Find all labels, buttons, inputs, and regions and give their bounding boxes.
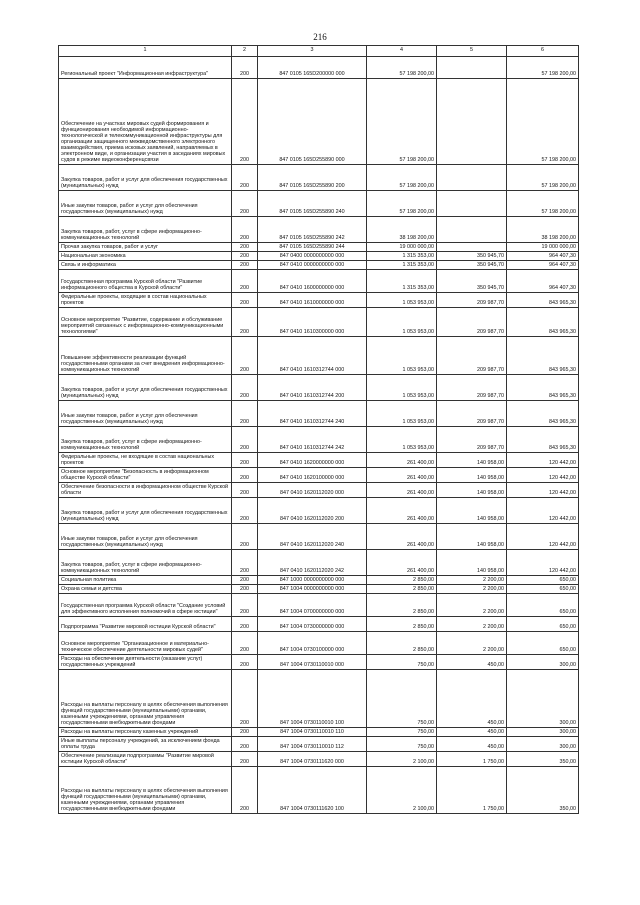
row-name: Обеспечение безопасности в информационном обществе Курской области: [59, 483, 232, 498]
budget-table: [58, 45, 579, 814]
row-name: Связь и информатика: [59, 261, 232, 270]
row-col4: 261 400,00: [367, 468, 437, 483]
row-col6: 57 198 200,00: [507, 165, 579, 191]
row-col5: 2 200,00: [437, 617, 507, 632]
column-header: 5: [437, 46, 507, 57]
row-col6: 57 198 200,00: [507, 191, 579, 217]
row-col5: 209 987,70: [437, 375, 507, 401]
row-col4: 2 100,00: [367, 752, 437, 767]
table-row: [59, 79, 579, 165]
row-code: 200: [232, 594, 258, 617]
row-col5: 1 750,00: [437, 767, 507, 814]
row-kbk: 847 0410 1610312744 242: [258, 427, 367, 453]
row-kbk: 847 0410 1610312744 000: [258, 337, 367, 375]
row-col6: 350,00: [507, 752, 579, 767]
row-code: 200: [232, 427, 258, 453]
row-name: Государственная программа Курской области "Создание условий для эффективного исполнения полномочий в сфере юстиции": [59, 594, 232, 617]
row-code: 200: [232, 252, 258, 261]
row-col4: 1 053 953,00: [367, 308, 437, 337]
row-kbk: 847 1004 0730111620 100: [258, 767, 367, 814]
row-col4: 1 315 353,00: [367, 261, 437, 270]
row-col5: 350 945,70: [437, 270, 507, 293]
row-code: 200: [232, 550, 258, 576]
row-col4: 1 315 353,00: [367, 252, 437, 261]
row-col5: 2 200,00: [437, 585, 507, 594]
row-col5: 140 958,00: [437, 550, 507, 576]
row-col4: 57 198 200,00: [367, 191, 437, 217]
row-col4: 261 400,00: [367, 483, 437, 498]
row-col4: 57 198 200,00: [367, 57, 437, 79]
row-col6: 300,00: [507, 728, 579, 737]
row-name: Закупка товаров, работ и услуг для обеспечения государственных (муниципальных) нужд: [59, 498, 232, 524]
row-name: Прочая закупка товаров, работ и услуг: [59, 243, 232, 252]
row-col4: 1 053 953,00: [367, 375, 437, 401]
row-code: 200: [232, 79, 258, 165]
row-kbk: 847 1004 0730000000 000: [258, 617, 367, 632]
row-col6: 843 965,30: [507, 293, 579, 308]
row-col6: 300,00: [507, 737, 579, 752]
row-name: Расходы на выплаты персоналу в целях обеспечения выполнения функций государственными (муниципальными) органами, казенными учреждениями, органами управления государственными внебюджетными фондами: [59, 767, 232, 814]
row-col4: 261 400,00: [367, 453, 437, 468]
row-col5: 450,00: [437, 670, 507, 728]
row-col4: 2 850,00: [367, 632, 437, 655]
row-col5: 140 958,00: [437, 453, 507, 468]
row-col4: 1 053 953,00: [367, 293, 437, 308]
table-row: [59, 243, 579, 252]
table-row: [59, 617, 579, 632]
row-col4: 2 850,00: [367, 576, 437, 585]
row-kbk: 847 0410 1620112020 242: [258, 550, 367, 576]
row-code: 200: [232, 524, 258, 550]
row-name: Национальная экономика: [59, 252, 232, 261]
row-name: Основное мероприятие "Развитие, содержание и обслуживание мероприятий связанных с информационно-коммуникационными технологиями": [59, 308, 232, 337]
row-name: Иные закупки товаров, работ и услуг для обеспечения государственных (муниципальных) нужд: [59, 191, 232, 217]
row-name: Закупка товаров, работ, услуг в сфере информационно-коммуникационных технологий: [59, 427, 232, 453]
row-name: Основное мероприятие "Организационное и материально-техническое обеспечение деятельности мировых судей": [59, 632, 232, 655]
row-kbk: 847 0410 1620000000 000: [258, 453, 367, 468]
table-row: [59, 401, 579, 427]
row-col5: 140 958,00: [437, 468, 507, 483]
page-number: 216: [313, 32, 327, 42]
row-code: 200: [232, 401, 258, 427]
row-code: 200: [232, 243, 258, 252]
row-col5: 140 958,00: [437, 483, 507, 498]
row-kbk: 847 0410 1620112020 200: [258, 498, 367, 524]
row-name: Охрана семьи и детства: [59, 585, 232, 594]
column-header: 2: [232, 46, 258, 57]
row-name: Повышение эффективности реализации функций государственными органами за счет внедрения информационно-коммуникационных технологий: [59, 337, 232, 375]
row-kbk: 847 0105 165D255890 200: [258, 165, 367, 191]
row-kbk: 847 0410 1620112020 240: [258, 524, 367, 550]
row-col6: 57 198 200,00: [507, 79, 579, 165]
row-code: 200: [232, 728, 258, 737]
table-row: [59, 427, 579, 453]
row-col6: 650,00: [507, 585, 579, 594]
row-name: Расходы на обеспечение деятельности (оказание услуг) государственных учреждений: [59, 655, 232, 670]
row-col6: 843 965,30: [507, 308, 579, 337]
row-col6: 120 442,00: [507, 550, 579, 576]
row-name: Закупка товаров, работ, услуг в сфере информационно-коммуникационных технологий: [59, 550, 232, 576]
row-kbk: 847 1004 0730111620 000: [258, 752, 367, 767]
table-row: [59, 375, 579, 401]
table-row: [59, 453, 579, 468]
row-col5: 209 987,70: [437, 293, 507, 308]
row-col4: 750,00: [367, 670, 437, 728]
table-row: [59, 261, 579, 270]
row-code: 200: [232, 375, 258, 401]
table-row: [59, 468, 579, 483]
table-row: [59, 337, 579, 375]
row-col4: 261 400,00: [367, 550, 437, 576]
row-col5: 450,00: [437, 655, 507, 670]
row-code: 200: [232, 453, 258, 468]
row-kbk: 847 0410 0000000000 000: [258, 261, 367, 270]
table-row: [59, 632, 579, 655]
row-col4: 750,00: [367, 737, 437, 752]
row-col6: 120 442,00: [507, 524, 579, 550]
row-kbk: 847 1004 0730110010 000: [258, 655, 367, 670]
row-col6: 38 198 200,00: [507, 217, 579, 243]
row-col5: [437, 217, 507, 243]
row-name: Иные закупки товаров, работ и услуг для обеспечения государственных (муниципальных) нужд: [59, 401, 232, 427]
row-kbk: 847 0410 1610312744 200: [258, 375, 367, 401]
header-row: [59, 46, 579, 57]
row-col6: 350,00: [507, 767, 579, 814]
row-kbk: 847 0105 165D255890 242: [258, 217, 367, 243]
row-col4: 38 198 200,00: [367, 217, 437, 243]
row-name: Социальная политика: [59, 576, 232, 585]
row-col5: 209 987,70: [437, 337, 507, 375]
table-row: [59, 293, 579, 308]
row-kbk: 847 1004 0730110010 112: [258, 737, 367, 752]
row-code: 200: [232, 57, 258, 79]
table-row: [59, 483, 579, 498]
row-code: 200: [232, 191, 258, 217]
column-header: 6: [507, 46, 579, 57]
row-col4: 1 053 953,00: [367, 337, 437, 375]
table-row: [59, 594, 579, 617]
row-code: 200: [232, 767, 258, 814]
row-col4: 57 198 200,00: [367, 165, 437, 191]
row-col4: 1 053 953,00: [367, 401, 437, 427]
row-col5: 2 200,00: [437, 594, 507, 617]
row-col6: 300,00: [507, 655, 579, 670]
row-col4: 261 400,00: [367, 524, 437, 550]
row-name: Иные закупки товаров, работ и услуг для обеспечения государственных (муниципальных) нужд: [59, 524, 232, 550]
table-row: [59, 498, 579, 524]
row-name: Обеспечение на участках мировых судей формирования и функционирования необходимой информационно-технологической и телекоммуникационной инфраструктуры для организации защищенного межведомственного электронного взаимодействия, приема исковых заявлений, направляемых в электронном виде, и организации участия в заседаниях мировых судов в режиме видеоконференцсвязи: [59, 79, 232, 165]
row-col4: 1 315 353,00: [367, 270, 437, 293]
row-col6: 120 442,00: [507, 483, 579, 498]
row-code: 200: [232, 270, 258, 293]
row-col6: 650,00: [507, 594, 579, 617]
row-kbk: 847 1000 0000000000 000: [258, 576, 367, 585]
row-col4: 2 850,00: [367, 594, 437, 617]
row-code: 200: [232, 737, 258, 752]
row-name: Расходы на выплаты персоналу в целях обеспечения выполнения функций государственными (муниципальными) органами, казенными учреждениями, органами управления государственными внебюджетными фондами: [59, 670, 232, 728]
row-col4: 2 850,00: [367, 617, 437, 632]
row-col4: 2 850,00: [367, 585, 437, 594]
table-row: [59, 308, 579, 337]
row-col4: 261 400,00: [367, 498, 437, 524]
row-kbk: 847 1004 0730110010 110: [258, 728, 367, 737]
row-kbk: 847 1004 0730100000 000: [258, 632, 367, 655]
row-name: Государственная программа Курской области "Развитие информационного общества в Курской области": [59, 270, 232, 293]
row-kbk: 847 0400 0000000000 000: [258, 252, 367, 261]
row-code: 200: [232, 293, 258, 308]
row-col4: 750,00: [367, 728, 437, 737]
table-row: [59, 752, 579, 767]
column-header: 3: [258, 46, 367, 57]
row-name: Региональный проект "Информационная инфраструктура": [59, 57, 232, 79]
row-col5: 140 958,00: [437, 524, 507, 550]
row-col6: 120 442,00: [507, 453, 579, 468]
row-col5: [437, 191, 507, 217]
row-col6: 120 442,00: [507, 468, 579, 483]
row-code: 200: [232, 483, 258, 498]
row-col6: 964 407,30: [507, 261, 579, 270]
row-name: Подпрограмма "Развитие мировой юстиции Курской области": [59, 617, 232, 632]
table-row: [59, 655, 579, 670]
row-kbk: 847 0105 165D255890 000: [258, 79, 367, 165]
row-col5: 2 200,00: [437, 576, 507, 585]
row-code: 200: [232, 752, 258, 767]
row-col5: [437, 79, 507, 165]
row-code: 200: [232, 655, 258, 670]
row-code: 200: [232, 217, 258, 243]
row-col6: 843 965,30: [507, 375, 579, 401]
row-code: 200: [232, 261, 258, 270]
row-col6: 300,00: [507, 670, 579, 728]
row-kbk: 847 0105 165D200000 000: [258, 57, 367, 79]
row-code: 200: [232, 670, 258, 728]
row-kbk: 847 0410 1620100000 000: [258, 468, 367, 483]
row-col4: 750,00: [367, 655, 437, 670]
row-col6: 843 965,30: [507, 427, 579, 453]
row-code: 200: [232, 498, 258, 524]
row-col6: 650,00: [507, 576, 579, 585]
row-kbk: 847 1004 0700000000 000: [258, 594, 367, 617]
row-code: 200: [232, 165, 258, 191]
row-kbk: 847 0410 1610000000 000: [258, 293, 367, 308]
table-row: [59, 524, 579, 550]
row-code: 200: [232, 576, 258, 585]
row-kbk: 847 0410 1600000000 000: [258, 270, 367, 293]
row-col5: [437, 57, 507, 79]
table-row: [59, 217, 579, 243]
row-col4: 19 000 000,00: [367, 243, 437, 252]
row-kbk: 847 1004 0000000000 000: [258, 585, 367, 594]
row-code: 200: [232, 632, 258, 655]
table-row: [59, 270, 579, 293]
row-kbk: 847 0105 165D255890 240: [258, 191, 367, 217]
row-col6: 964 407,30: [507, 270, 579, 293]
row-code: 200: [232, 337, 258, 375]
row-kbk: 847 0105 165D255890 244: [258, 243, 367, 252]
row-col4: 1 053 953,00: [367, 427, 437, 453]
row-col5: 140 958,00: [437, 498, 507, 524]
row-col5: 209 987,70: [437, 308, 507, 337]
table-row: [59, 670, 579, 728]
row-code: 200: [232, 308, 258, 337]
row-col6: 650,00: [507, 632, 579, 655]
row-name: Основное мероприятие "Безопасность в информационном обществе Курской области": [59, 468, 232, 483]
row-col6: 843 965,30: [507, 401, 579, 427]
row-col5: [437, 165, 507, 191]
row-name: Обеспечение реализации подпрограммы "Развитие мировой юстиции Курской области": [59, 752, 232, 767]
row-col5: 350 945,70: [437, 261, 507, 270]
row-name: Федеральные проекты, не входящие в состав национальных проектов: [59, 453, 232, 468]
row-name: Федеральные проекты, входящие в состав национальных проектов: [59, 293, 232, 308]
row-kbk: 847 0410 1610312744 240: [258, 401, 367, 427]
row-name: Закупка товаров, работ и услуг для обеспечения государственных (муниципальных) нужд: [59, 165, 232, 191]
row-col6: 650,00: [507, 617, 579, 632]
table-row: [59, 550, 579, 576]
row-col6: 57 198 200,00: [507, 57, 579, 79]
row-col6: 843 965,30: [507, 337, 579, 375]
column-header: 4: [367, 46, 437, 57]
table-row: [59, 165, 579, 191]
row-col4: 2 100,00: [367, 767, 437, 814]
table-row: [59, 252, 579, 261]
row-name: Закупка товаров, работ, услуг в сфере информационно-коммуникационных технологий: [59, 217, 232, 243]
row-col5: 2 200,00: [437, 632, 507, 655]
row-name: Расходы на выплаты персоналу казенных учреждений: [59, 728, 232, 737]
row-col5: 209 987,70: [437, 401, 507, 427]
row-col5: [437, 243, 507, 252]
row-col6: 19 000 000,00: [507, 243, 579, 252]
row-col6: 120 442,00: [507, 498, 579, 524]
row-col5: 350 945,70: [437, 252, 507, 261]
row-code: 200: [232, 468, 258, 483]
row-col5: 450,00: [437, 728, 507, 737]
column-header: 1: [59, 46, 232, 57]
row-kbk: 847 1004 0730110010 100: [258, 670, 367, 728]
row-col5: 1 750,00: [437, 752, 507, 767]
row-col6: 964 407,30: [507, 252, 579, 261]
table-row: [59, 737, 579, 752]
row-name: Иные выплаты персоналу учреждений, за исключением фонда оплаты труда: [59, 737, 232, 752]
table-row: [59, 576, 579, 585]
row-kbk: 847 0410 1620112020 000: [258, 483, 367, 498]
table-row: [59, 585, 579, 594]
table-row: [59, 57, 579, 79]
row-col5: 209 987,70: [437, 427, 507, 453]
row-code: 200: [232, 585, 258, 594]
table-row: [59, 767, 579, 814]
row-name: Закупка товаров, работ и услуг для обеспечения государственных (муниципальных) нужд: [59, 375, 232, 401]
row-kbk: 847 0410 1610300000 000: [258, 308, 367, 337]
row-col5: 450,00: [437, 737, 507, 752]
table-row: [59, 728, 579, 737]
row-code: 200: [232, 617, 258, 632]
row-col4: 57 198 200,00: [367, 79, 437, 165]
table-row: [59, 191, 579, 217]
